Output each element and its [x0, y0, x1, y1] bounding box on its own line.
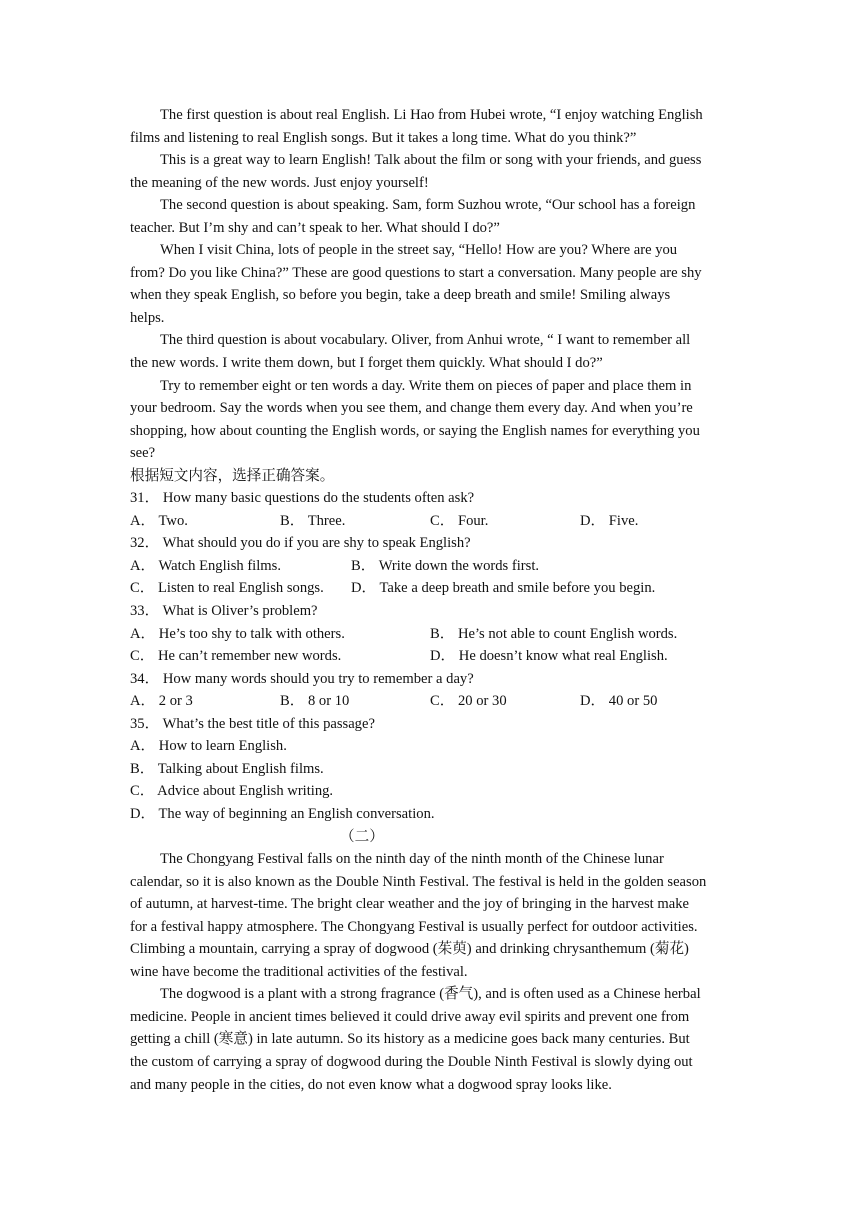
paragraph-line: Climbing a mountain, carrying a spray of dogwood (茱萸) and drinking chrysanthemum (菊花)	[130, 941, 689, 958]
option-b[interactable]: B． 8 or 10	[280, 693, 350, 710]
paragraph-line: The third question is about vocabulary. Oliver, from Anhui wrote, “ I want to remember all	[160, 332, 691, 349]
option-b[interactable]: B． He’s not able to count English words.	[430, 625, 678, 642]
paragraph-line: teacher. But I’m shy and can’t speak to her. What should I do?”	[130, 219, 500, 236]
paragraph-line: for a festival happy atmosphere. The Chongyang Festival is usually perfect for outdoor activities.	[130, 918, 698, 935]
paragraph-line: see?	[130, 445, 156, 462]
option-d[interactable]: D． The way of beginning an English conversation.	[130, 805, 435, 822]
question-31: 31． How many basic questions do the students often ask?	[130, 490, 475, 507]
paragraph-line: When I visit China, lots of people in the street say, “Hello! How are you? Where are you	[160, 242, 678, 259]
option-a[interactable]: A． How to learn English.	[130, 738, 287, 755]
paragraph-line: The dogwood is a plant with a strong fragrance (香气), and is often used as a Chinese herbal	[160, 986, 701, 1003]
paragraph-line: shopping, how about counting the English words, or saying the English names for everything you	[130, 422, 700, 439]
question-32: 32． What should you do if you are shy to speak English?	[130, 535, 471, 552]
passage-two	[130, 848, 732, 1096]
option-b[interactable]: B． Three.	[280, 512, 346, 529]
option-c[interactable]: C． Four.	[430, 512, 489, 529]
option-d[interactable]: D． Take a deep breath and smile before you begin.	[351, 580, 656, 597]
option-c[interactable]: C． He can’t remember new words.	[130, 648, 342, 665]
paragraph-line: the custom of carrying a spray of dogwood during the Double Ninth Festival is slowly dying out	[130, 1053, 693, 1070]
instruction-text: 根据短文内容，选择正确答案。	[130, 467, 335, 484]
option-c[interactable]: C． Advice about English writing.	[130, 783, 334, 800]
paragraph-line: medicine. People in ancient times believed it could drive away evil spirits and prevent one from	[130, 1008, 690, 1025]
option-c[interactable]: C． 20 or 30	[430, 693, 507, 710]
option-c[interactable]: C． Listen to real English songs.	[130, 580, 324, 597]
paragraph-line: Try to remember eight or ten words a day. Write them on pieces of paper and place them in	[160, 377, 692, 394]
paragraph-line: when they speak English, so before you begin, take a deep breath and smile! Smiling always	[130, 287, 671, 304]
option-a[interactable]: A． Two.	[130, 512, 188, 529]
paragraph-line: This is a great way to learn English! Talk about the film or song with your friends, and guess	[160, 152, 702, 169]
paragraph-line: The second question is about speaking. Sam, form Suzhou wrote, “Our school has a foreign	[160, 197, 696, 214]
option-d[interactable]: D． He doesn’t know what real English.	[430, 648, 668, 665]
paragraph-line: of autumn, at harvest-time. The bright clear weather and the joy of bringing in the harvest make	[130, 896, 689, 913]
paragraph-line: helps.	[130, 309, 165, 326]
passage-one	[130, 104, 732, 465]
paragraph-line: and many people in the cities, do not even know what a dogwood spray looks like.	[130, 1076, 612, 1093]
options-row	[130, 623, 732, 646]
option-a[interactable]: A． Watch English films.	[130, 557, 281, 574]
paragraph-line: calendar, so it is also known as the Double Ninth Festival. The festival is held in the golden season	[130, 873, 707, 890]
options-row	[130, 645, 732, 668]
page-content	[130, 104, 732, 1096]
paragraph-line: The Chongyang Festival falls on the ninth day of the ninth month of the Chinese lunar	[160, 851, 664, 868]
paragraph-line: The first question is about real English. Li Hao from Hubei wrote, “I enjoy watching English	[160, 107, 703, 123]
paragraph-line: getting a chill (寒意) in late autumn. So its history as a medicine goes back many centuries. But	[130, 1031, 690, 1048]
option-b[interactable]: B． Talking about English films.	[130, 760, 324, 777]
section-heading: （二）	[340, 828, 384, 845]
question-34: 34． How many words should you try to remember a day?	[130, 670, 474, 687]
paragraph-line: films and listening to real English songs. But it takes a long time. What do you think?”	[130, 129, 637, 146]
option-b[interactable]: B． Write down the words first.	[351, 557, 540, 574]
paragraph-line: from? Do you like China?” These are good questions to start a conversation. Many people are shy	[130, 264, 702, 281]
option-a[interactable]: A． 2 or 3	[130, 693, 193, 710]
paragraph-line: the meaning of the new words. Just enjoy yourself!	[130, 174, 429, 191]
question-35: 35． What’s the best title of this passage?	[130, 715, 375, 732]
question-33: 33． What is Oliver’s problem?	[130, 603, 318, 620]
options-row	[130, 577, 732, 600]
option-d[interactable]: D． Five.	[580, 512, 639, 529]
option-d[interactable]: D． 40 or 50	[580, 693, 658, 710]
paragraph-line: your bedroom. Say the words when you see them, and change them every day. And when you’re	[130, 400, 693, 417]
paragraph-line: the new words. I write them down, but I forget them quickly. What should I do?”	[130, 355, 603, 372]
paragraph-line: wine have become the traditional activities of the festival.	[130, 963, 468, 980]
option-a[interactable]: A． He’s too shy to talk with others.	[130, 625, 345, 642]
options-row	[130, 510, 732, 533]
options-row	[130, 690, 732, 713]
options-row	[130, 555, 732, 578]
